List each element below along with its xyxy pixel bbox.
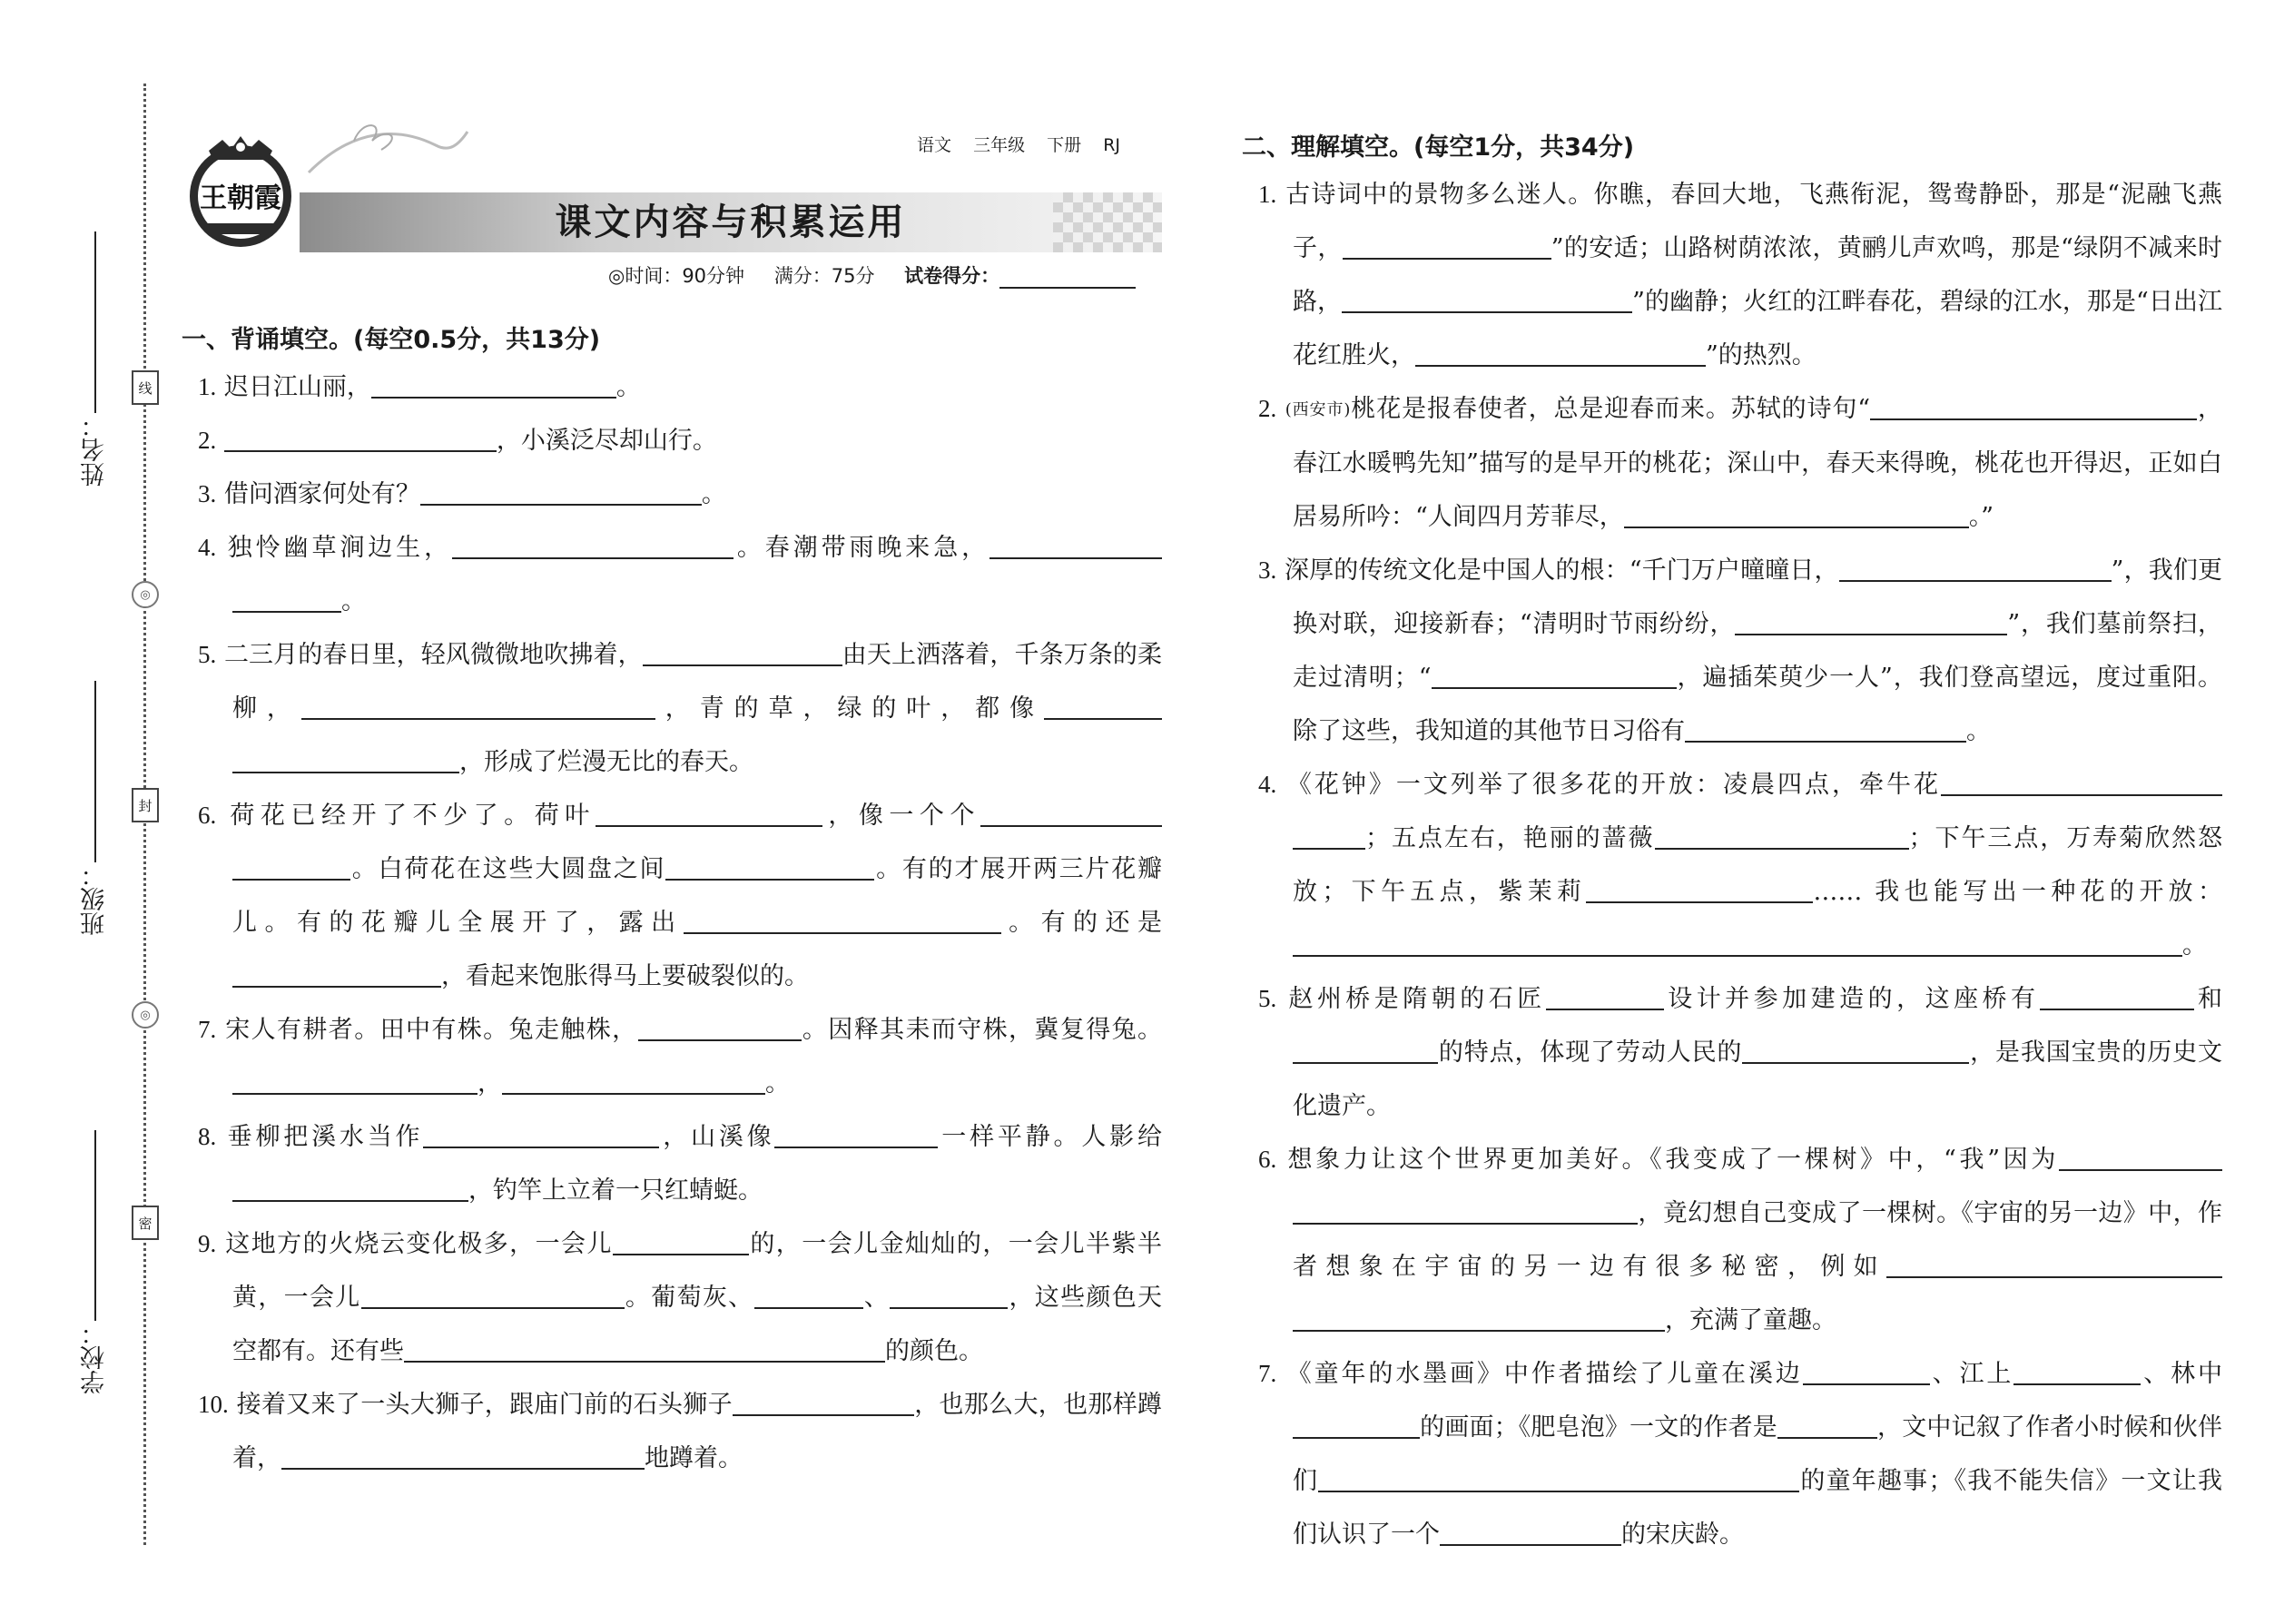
- answer-blank[interactable]: [1432, 660, 1677, 689]
- answer-blank[interactable]: [1886, 1249, 2222, 1278]
- question-2-6: 6. 想象力让这个世界更加美好。《我变成了一棵树》中，“我”因为，竟幻想自己变成了一棵树。《宇宙的另一边》中，作者想象在宇宙的另一边有很多秘密，例如，充满了童趣。: [1242, 1133, 2222, 1347]
- grade-tag: [917, 132, 1137, 156]
- answer-blank[interactable]: [2040, 981, 2194, 1010]
- answer-blank[interactable]: [613, 1226, 749, 1255]
- question-1-1: 1. 迟日江山丽， 。: [182, 360, 1162, 414]
- answer-blank[interactable]: [980, 798, 1162, 827]
- answer-blank[interactable]: [1735, 606, 2007, 635]
- answer-blank[interactable]: [1293, 821, 1365, 850]
- answer-blank[interactable]: [989, 530, 1162, 559]
- question-1-3: 3. 借问酒家何处有？ 。: [182, 468, 1162, 521]
- question-2-2: 2. (西安市)桃花是报春使者，总是迎春而来。苏轼的诗句“ ，春江水暖鸭先知”描写的是早开的桃花；深山中，春天来得晚，桃花也开得迟，正如白居易所吟：“人间四月芳菲尽， 。”: [1242, 382, 2222, 544]
- answer-blank[interactable]: [733, 1387, 914, 1416]
- answer-blank[interactable]: [1742, 1035, 1969, 1064]
- section-2-title: 二、理解填空。(每空1分，共34分): [1242, 133, 1635, 162]
- answer-blank[interactable]: [1685, 714, 1966, 743]
- answer-blank[interactable]: [774, 1119, 938, 1148]
- question-2-7: 7. 《童年的水墨画》中作者描绘了儿童在溪边 、江上 、林中的画面；《肥皂泡》一文的作者是 ，文中记叙了作者小时候和伙伴们 的童年趣事；《我不能失信》一文让我们认识了一个 的宋庆龄。: [1242, 1347, 2222, 1561]
- binding-mark-xian: 线: [132, 370, 159, 405]
- paper-score-label: 试卷得分：: [904, 265, 1000, 287]
- answer-blank[interactable]: [1318, 1463, 1799, 1492]
- class-line[interactable]: [94, 681, 96, 862]
- name-field[interactable]: [77, 231, 113, 487]
- question-1-5: 5. 二三月的春日里，轻风微微地吹拂着， 由天上洒落着，千条万条的柔柳， ，青的草，绿的叶，都像，形成了烂漫无比的春天。: [182, 628, 1162, 789]
- brand-logo-icon: [182, 134, 300, 252]
- binding-seal-icon: ◎: [132, 581, 159, 608]
- answer-blank[interactable]: [1655, 821, 1909, 850]
- answer-blank[interactable]: [665, 851, 874, 881]
- binding-strip: [0, 0, 172, 1624]
- answer-blank[interactable]: [1941, 767, 2222, 796]
- question-1-8: 8. 垂柳把溪水当作 ，山溪像 一样平静。人影给，钓竿上立着一只红蜻蜓。: [182, 1110, 1162, 1217]
- answer-blank[interactable]: [1293, 1410, 1420, 1439]
- answer-blank[interactable]: [1293, 1303, 1665, 1332]
- answer-blank[interactable]: [1777, 1410, 1877, 1439]
- answer-blank[interactable]: [754, 1280, 863, 1309]
- question-2-1: 1. 古诗词中的景物多么迷人。你瞧，春回大地，飞燕衔泥，鸳鸯静卧，那是“泥融飞燕子， ”的安适；山路树荫浓浓，黄鹂儿声欢鸣，那是“绿阴不减来时路， ”的幽静；火红的江畔春花，碧绿的江水，那是“日出江花红胜火， ”的热烈。: [1258, 181, 2222, 369]
- answer-blank[interactable]: [684, 905, 1001, 934]
- answer-blank[interactable]: [232, 744, 459, 773]
- answer-blank[interactable]: [638, 1012, 802, 1041]
- answer-blank[interactable]: [224, 423, 497, 452]
- answer-blank[interactable]: [2059, 1142, 2222, 1171]
- answer-blank[interactable]: [281, 1441, 645, 1470]
- question-1-9: 9. 这地方的火烧云变化极多，一会儿 的，一会儿金灿灿的，一会儿半紫半黄，一会儿 。葡萄灰、 、 ，这些颜色天空都有。还有些 的颜色。: [182, 1217, 1162, 1378]
- logo-text: 王朝霞: [200, 182, 281, 214]
- question-1-6: 6. 荷花已经开了不少了。荷叶 ，像一个个。白荷花在这些大圆盘之间 。有的才展开两三片花瓣儿。有的花瓣儿全展开了，露出 。有的还是，看起来饱胀得马上要破裂似的。: [182, 789, 1162, 1003]
- answer-blank[interactable]: [1044, 691, 1162, 720]
- answer-blank[interactable]: [1839, 553, 2112, 582]
- school-field[interactable]: [77, 1130, 113, 1394]
- school-line[interactable]: [94, 1130, 96, 1321]
- section-1: [182, 320, 1162, 1485]
- answer-blank[interactable]: [301, 691, 655, 720]
- answer-blank[interactable]: [1546, 981, 1664, 1010]
- question-2-5: 5. 赵州桥是隋朝的石匠 设计并参加建造的，这座桥有 和的特点，体现了劳动人民的 ，是我国宝贵的历史文化遗产。: [1242, 972, 2222, 1133]
- binding-mark-mi: 密: [132, 1206, 159, 1240]
- answer-blank[interactable]: [1803, 1356, 1930, 1385]
- section-2: [1242, 127, 2222, 1561]
- answer-blank[interactable]: [232, 1173, 468, 1202]
- answer-blank[interactable]: [361, 1280, 625, 1309]
- answer-blank[interactable]: [1870, 391, 2124, 420]
- ribbon-decoration-icon: [300, 118, 472, 182]
- answer-blank[interactable]: [404, 1334, 885, 1363]
- answer-blank[interactable]: [232, 584, 341, 613]
- answer-blank[interactable]: [596, 798, 822, 827]
- page-title: 课文内容与积累运用: [555, 202, 907, 243]
- question-2-3: 3. 深厚的传统文化是中国人的根：“千门万户曈曈日， ”，我们更换对联，迎接新春；“清明时节雨纷纷， ”，我们墓前祭扫，走过清明；“ ，遍插茱萸少一人”，我们登高望远，度过重阳。除了这些，我知道的其他节日习俗有 。: [1242, 544, 2222, 758]
- answer-blank[interactable]: [1293, 928, 2182, 957]
- answer-blank[interactable]: [643, 637, 842, 666]
- answer-blank[interactable]: [890, 1280, 1008, 1309]
- edition-label: RJ: [1103, 135, 1120, 155]
- answer-blank[interactable]: [1440, 1517, 1621, 1546]
- paper-score-blank[interactable]: [999, 287, 1136, 289]
- class-field[interactable]: [77, 681, 113, 936]
- answer-blank[interactable]: [1293, 1035, 1438, 1064]
- grade-label: 三年级: [973, 135, 1026, 155]
- answer-blank[interactable]: [1293, 1196, 1638, 1225]
- answer-blank[interactable]: [1343, 231, 1551, 260]
- answer-blank[interactable]: [502, 1066, 765, 1095]
- answer-blank[interactable]: [452, 530, 733, 559]
- binding-seal-icon: ◎: [132, 1001, 159, 1029]
- time-label: ◎时间：90分钟: [608, 265, 745, 287]
- question-1-2: 2. ，小溪泛尽却山行。: [182, 414, 1162, 468]
- class-label: 班级：: [81, 862, 109, 936]
- exam-meta: [608, 261, 1136, 289]
- answer-blank[interactable]: [371, 369, 616, 399]
- question-1-10: 10. 接着又来了一头大狮子，跟庙门前的石头狮子 ，也那么大，也那样蹲着， 地蹲着。: [182, 1378, 1162, 1485]
- full-score-label: 满分：75分: [773, 265, 875, 287]
- answer-blank[interactable]: [1342, 284, 1632, 313]
- answer-blank[interactable]: [232, 1066, 478, 1095]
- region-tag: (西安市): [1285, 400, 1351, 419]
- subject-label: 语文: [917, 135, 952, 155]
- name-label: 姓名：: [81, 413, 109, 487]
- name-line[interactable]: [94, 231, 96, 413]
- answer-blank[interactable]: [1415, 338, 1706, 367]
- question-2-4: 4. 《花钟》一文列举了很多花的开放：凌晨四点，牵牛花；五点左右，艳丽的蔷薇 ；下午三点，万寿菊欣然怒放；下午五点，紫茉莉 …… 我也能写出一种花的开放：。: [1242, 758, 2222, 972]
- answer-blank[interactable]: [420, 477, 702, 506]
- answer-blank[interactable]: [1586, 874, 1813, 903]
- question-1-7: 7. 宋人有耕者。田中有株。兔走触株， 。因释其耒而守株，冀复得兔。， 。: [182, 1003, 1162, 1110]
- answer-blank[interactable]: [1624, 499, 1969, 528]
- section-1-title: 一、背诵填空。(每空0.5分，共13分): [182, 326, 601, 354]
- answer-blank[interactable]: [2013, 1356, 2141, 1385]
- volume-label: 下册: [1047, 135, 1082, 155]
- answer-blank[interactable]: [423, 1119, 659, 1148]
- answer-blank[interactable]: [232, 851, 350, 881]
- binding-mark-feng: 封: [132, 788, 159, 822]
- answer-blank[interactable]: [232, 959, 441, 988]
- school-label: 学校：: [81, 1321, 109, 1394]
- answer-blank[interactable]: [2124, 391, 2197, 420]
- question-1-4: 4. 独怜幽草涧边生， 。春潮带雨晚来急，。: [182, 521, 1162, 628]
